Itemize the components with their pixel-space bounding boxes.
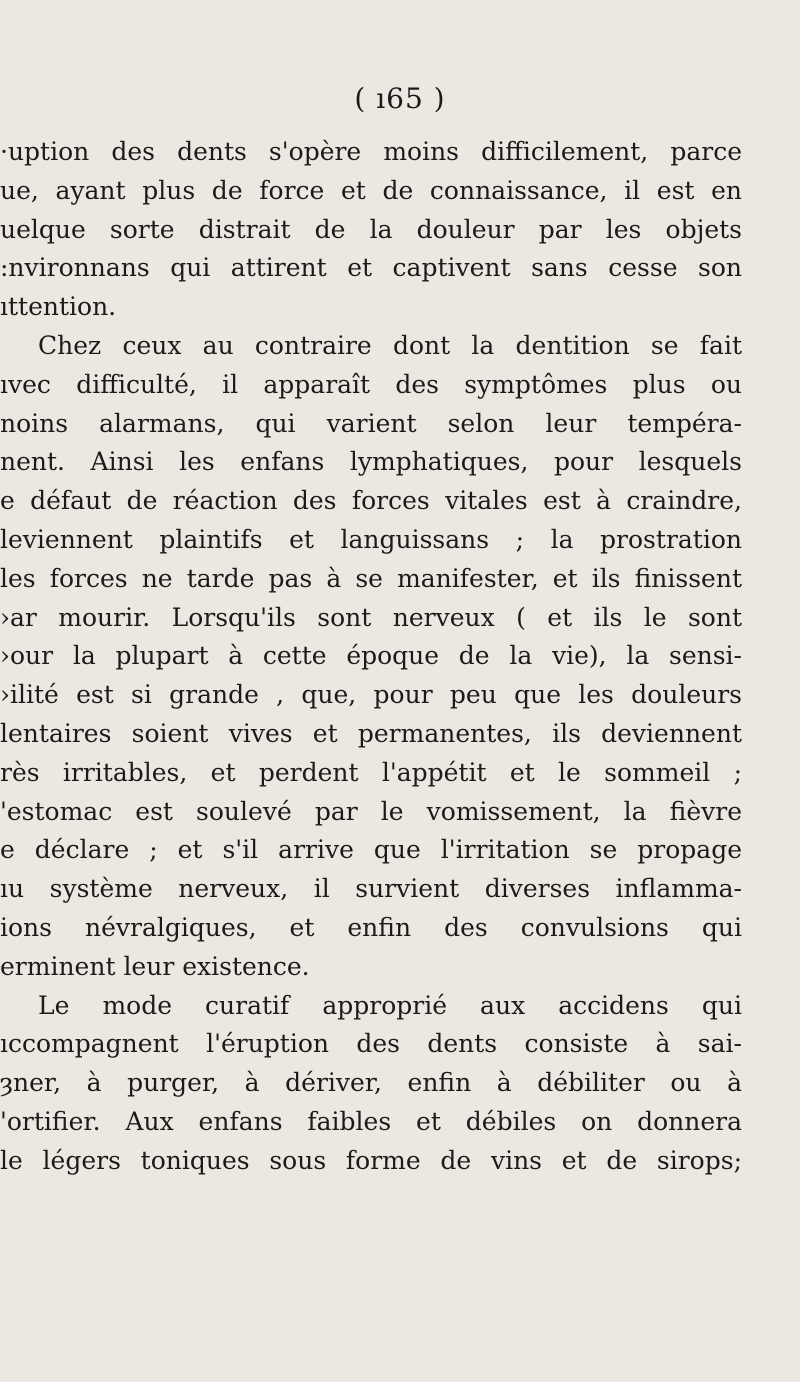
text-line: nent. Ainsi les enfans lymphatiques, pour lesquels <box>0 447 742 477</box>
text-line: ›ilité est si grande , que, pour peu que les douleurs <box>0 680 742 710</box>
text-line: e déclare ; et s'il arrive que l'irritation se propage <box>0 835 742 865</box>
text-line: uelque sorte distrait de la douleur par les objets <box>0 214 742 244</box>
text-line: ›ar mourir. Lorsqu'ils sont nerveux ( et ils le sont <box>0 602 742 632</box>
text-line: le légers toniques sous forme de vins et de sirops; <box>0 1145 742 1175</box>
text-line: e défaut de réaction des forces vitales est à craindre, <box>0 486 742 516</box>
text-line: leviennent plaintifs et languissans ; la prostration <box>0 524 742 554</box>
text-line: :nvironnans qui attirent et captivent sans cesse son <box>0 253 742 283</box>
text-line: ıvec difficulté, il apparaît des symptômes plus ou <box>0 369 742 399</box>
text-line: 'estomac est soulevé par le vomissement, la fièvre <box>0 796 742 826</box>
text-line: ıccompagnent l'éruption des dents consiste à sai- <box>0 1029 742 1059</box>
text-line: ions névralgiques, et enfin des convulsions qui <box>0 912 742 942</box>
page-number: ( ı65 ) <box>354 82 446 115</box>
text-line: ›our la plupart à cette époque de la vie), la sensi- <box>0 641 742 671</box>
text-line: rès irritables, et perdent l'appétit et le sommeil ; <box>0 757 742 787</box>
paragraph-start-line: Le mode curatif approprié aux accidens qui <box>38 990 742 1020</box>
text-line: erminent leur existence. <box>0 951 310 981</box>
text-line: ȝner, à purger, à dériver, enfin à débiliter ou à <box>0 1068 742 1098</box>
text-line: ·uption des dents s'opère moins difficilement, parce <box>0 137 742 166</box>
paragraph-start-line: Chez ceux au contraire dont la dentition se fait <box>38 330 742 360</box>
body-text <box>0 133 742 1181</box>
text-line: ue, ayant plus de force et de connaissance, il est en <box>0 175 742 205</box>
text-line: les forces ne tarde pas à se manifester, et ils finissent <box>0 563 742 593</box>
text-line: lentaires soient vives et permanentes, ils deviennent <box>0 718 742 748</box>
text-line: noins alarmans, qui varient selon leur tempéra- <box>0 408 742 438</box>
text-line: ıu système nerveux, il survient diverses inflamma- <box>0 874 742 904</box>
text-line: ıttention. <box>0 292 117 322</box>
text-line: 'ortifier. Aux enfans faibles et débiles on donnera <box>0 1106 742 1136</box>
